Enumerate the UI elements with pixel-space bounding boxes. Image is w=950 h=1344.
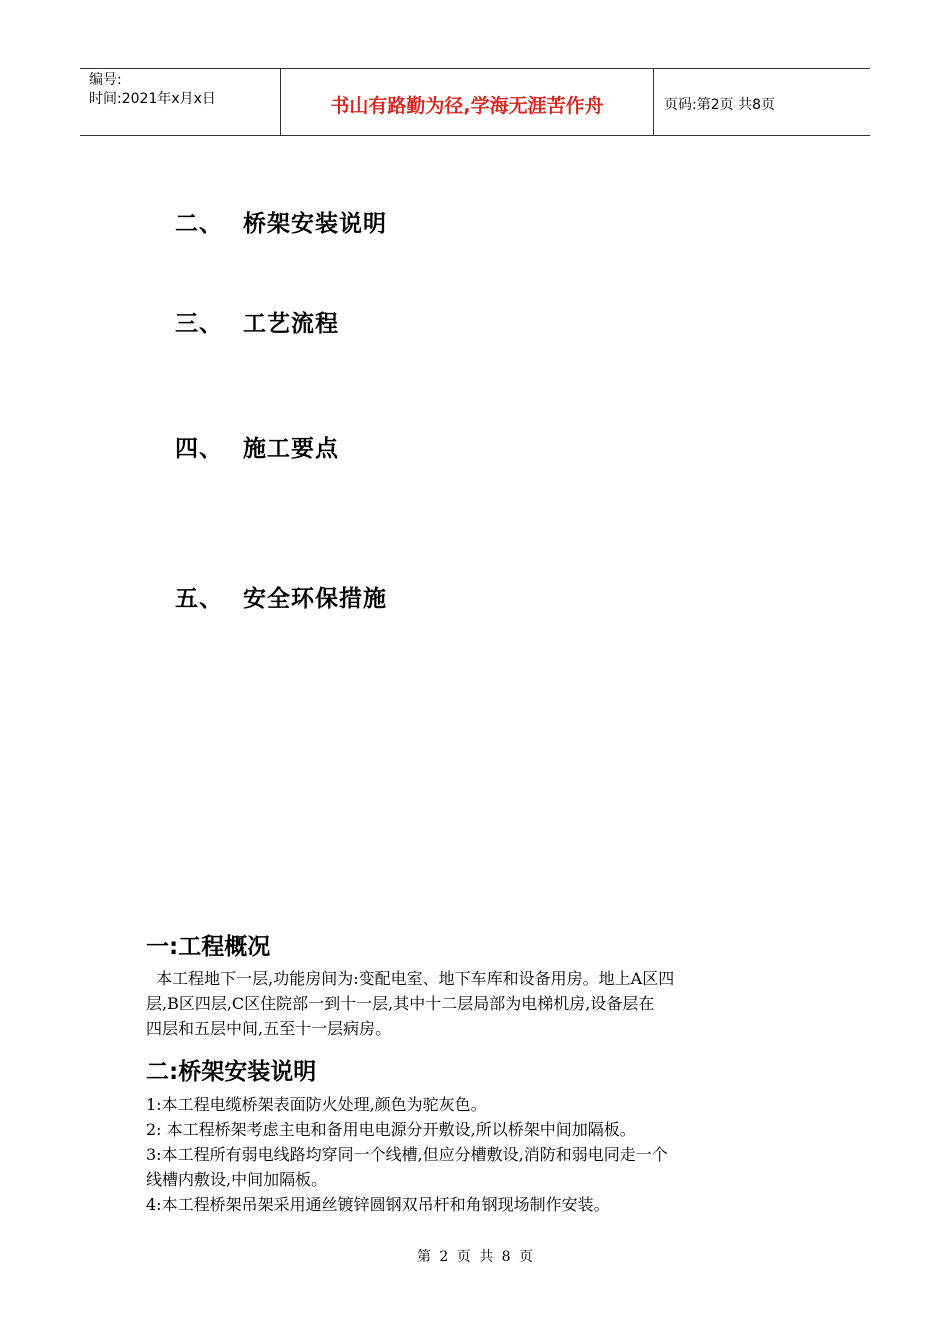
page-header [80, 68, 870, 136]
paragraph-line: 层,B区四层,C区住院部一到十一层,其中十二层局部为电梯机房,设备层在 [146, 994, 655, 1013]
toc-title: 桥架安装说明 [243, 210, 387, 237]
header-page-label: 页码:第2页 共8页 [664, 97, 775, 113]
paragraph-line: 线槽内敷设,中间加隔板。 [146, 1170, 328, 1189]
paragraph-line: 1:本工程电缆桥架表面防火处理,颜色为驼灰色。 [146, 1095, 487, 1114]
toc-title: 安全环保措施 [243, 585, 387, 612]
page-footer: 第 2 页 共 8 页 [416, 1249, 534, 1265]
toc-number: 三、 [175, 310, 223, 337]
toc-item-4 [175, 430, 339, 463]
header-motto: 书山有路勤为径,学海无涯苦作舟 [281, 69, 654, 135]
overview-paragraph [146, 966, 816, 1041]
toc-item-3 [175, 305, 339, 338]
paragraph-line: 四层和五层中间,五至十一层病房。 [146, 1019, 392, 1038]
time-label: 时间:2021年x月x日 [89, 91, 216, 107]
section-title-overview: 一:工程概况 [146, 934, 271, 960]
section-title-bridge: 二:桥架安装说明 [146, 1059, 317, 1085]
header-meta [80, 69, 281, 135]
paragraph-line: 4:本工程桥架吊架采用通丝镀锌圆钢双吊杆和角钢现场制作安装。 [146, 1195, 610, 1214]
toc-item-5 [175, 580, 387, 613]
toc-number: 二、 [175, 210, 223, 237]
paragraph-line: 2: 本工程桥架考虑主电和备用电电源分开敷设,所以桥架中间加隔板。 [146, 1120, 636, 1139]
paragraph-line: 本工程地下一层,功能房间为:变配电室、地下车库和设备用房。地上A区四 [146, 969, 675, 988]
toc-number: 四、 [175, 435, 223, 462]
bridge-paragraph [146, 1092, 816, 1217]
toc-title: 工艺流程 [243, 310, 339, 337]
paragraph-line: 3:本工程所有弱电线路均穿同一个线槽,但应分槽敷设,消防和弱电同走一个 [146, 1145, 668, 1164]
toc-title: 施工要点 [243, 435, 339, 462]
toc-item-2 [175, 205, 387, 238]
code-label: 编号: [89, 72, 122, 88]
toc-number: 五、 [175, 585, 223, 612]
